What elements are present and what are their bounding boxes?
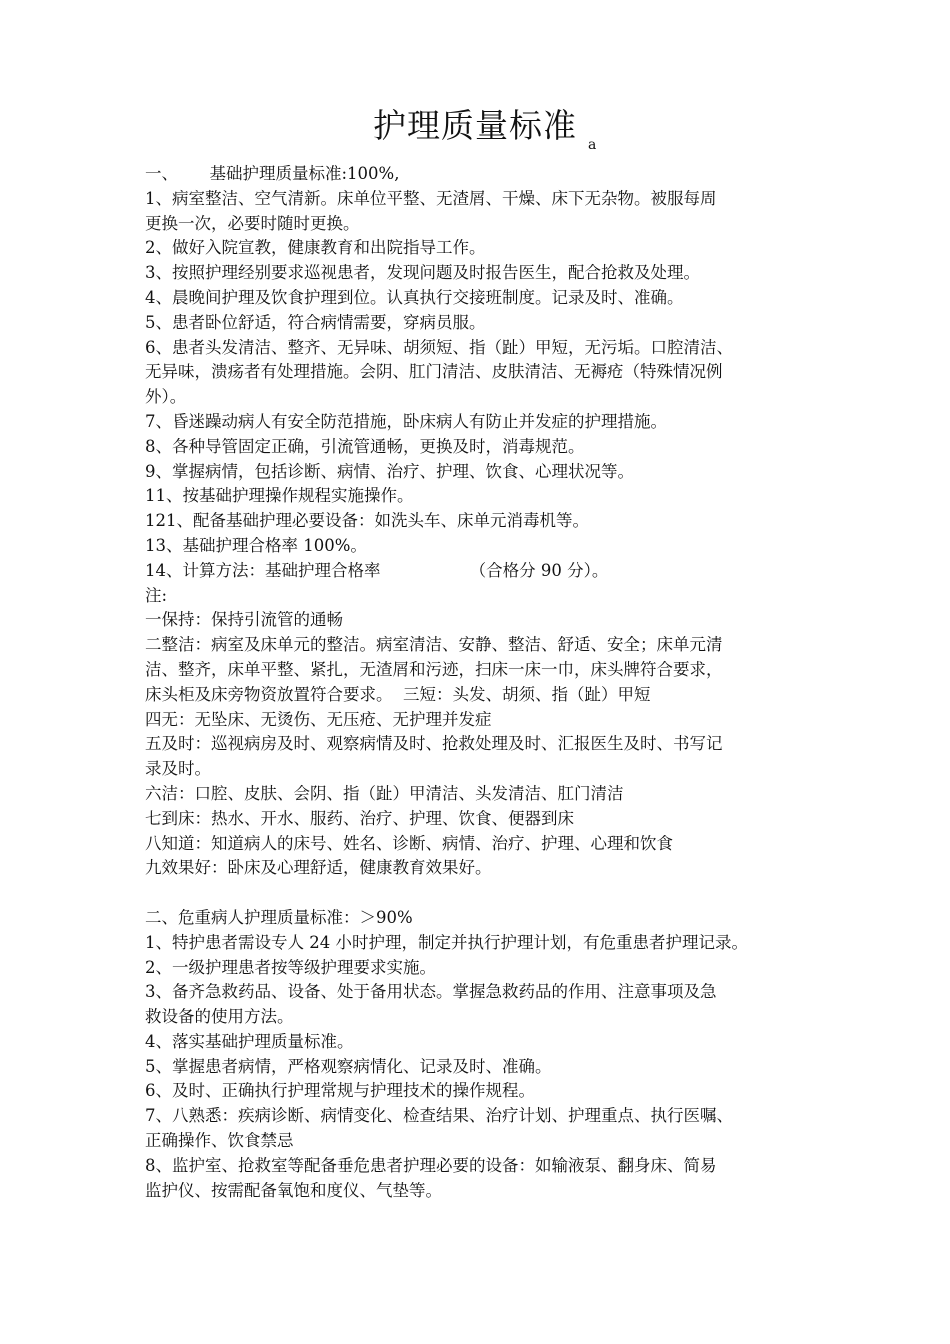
text-line: 1、特护患者需设专人 24 小时护理，制定并执行护理计划，有危重患者护理记录。 <box>145 932 748 952</box>
text-line: 7、昏迷躁动病人有安全防范措施，卧床病人有防止并发症的护理措施。 <box>145 411 667 431</box>
text-line: 5、患者卧位舒适，符合病情需要，穿病员服。 <box>145 312 486 332</box>
text-line: 一、 基础护理质量标准:100%, <box>145 164 400 183</box>
text-line: 七到床：热水、开水、服药、治疗、护理、饮食、便器到床 <box>145 808 574 828</box>
text-line: 1、病室整洁、空气清新。床单位平整、无渣屑、干燥、床下无杂物。被服每周 <box>145 188 717 208</box>
text-line: 8、各种导管固定正确，引流管通畅，更换及时，消毒规范。 <box>145 436 585 456</box>
text-line: 14、计算方法：基础护理合格率 （合格分 90 分）。 <box>145 560 609 580</box>
text-line: 3、按照护理经别要求巡视患者，发现问题及时报告医生，配合抢救及处理。 <box>145 263 700 283</box>
text-line: 一保持：保持引流管的通畅 <box>145 610 343 630</box>
text-line: 救设备的使用方法。 <box>145 1007 294 1027</box>
text-line: 7、八熟悉：疾病诊断、病情变化、检查结果、治疗计划、护理重点、执行医嘱、 <box>145 1106 733 1126</box>
document-body <box>145 162 810 1203</box>
text-line: 床头柜及床旁物资放置符合要求。 三短：头发、胡须、指（趾）甲短 <box>145 684 651 704</box>
text-line: 九效果好：卧床及心理舒适，健康教育效果好。 <box>145 858 492 878</box>
text-line: 四无：无坠床、无烫伤、无压疮、无护理并发症 <box>145 709 492 729</box>
title-area <box>0 104 950 148</box>
text-line: 3、备齐急救药品、设备、处于备用状态。掌握急救药品的作用、注意事项及急 <box>145 982 717 1002</box>
text-line: 六洁：口腔、皮肤、会阴、指（趾）甲清洁、头发清洁、肛门清洁 <box>145 783 624 803</box>
text-line: 4、晨晚间护理及饮食护理到位。认真执行交接班制度。记录及时、准确。 <box>145 287 684 307</box>
text-line: 二整洁：病室及床单元的整洁。病室清洁、安静、整洁、舒适、安全；床单元清 <box>145 635 723 655</box>
text-line: 9、掌握病情，包括诊断、病情、治疗、护理、饮食、心理状况等。 <box>145 461 634 481</box>
text-line: 二、危重病人护理质量标准：＞90% <box>145 907 413 927</box>
text-line: 更换一次，必要时随时更换。 <box>145 213 360 233</box>
text-line: 洁、整齐，床单平整、紧扎，无渣屑和污迹，扫床一床一巾，床头牌符合要求， <box>145 659 723 679</box>
title-mark: a <box>588 137 597 153</box>
text-line: 八知道：知道病人的床号、姓名、诊断、病情、治疗、护理、心理和饮食 <box>145 833 673 853</box>
text-line: 监护仪、按需配备氧饱和度仪、气垫等。 <box>145 1180 442 1200</box>
text-line: 2、一级护理患者按等级护理要求实施。 <box>145 957 436 977</box>
text-line: 2、做好入院宣教，健康教育和出院指导工作。 <box>145 238 486 258</box>
text-line: 外）。 <box>145 387 187 407</box>
text-line: 注: <box>145 585 168 605</box>
text-line: 11、按基础护理操作规程实施操作。 <box>145 486 414 506</box>
text-line: 6、及时、正确执行护理常规与护理技术的操作规程。 <box>145 1081 535 1101</box>
text-line: 5、掌握患者病情，严格观察病情化、记录及时、准确。 <box>145 1056 552 1076</box>
text-line: 五及时：巡视病房及时、观察病情及时、抢救处理及时、汇报医生及时、书写记 <box>145 734 723 754</box>
text-line: 无异味，溃疡者有处理措施。会阴、肛门清洁、皮肤清洁、无褥疮（特殊情况例 <box>145 362 723 382</box>
text-line: 4、落实基础护理质量标准。 <box>145 1031 354 1051</box>
text-line: 8、监护室、抢救室等配备垂危患者护理必要的设备：如输液泵、翻身床、简易 <box>145 1155 717 1175</box>
blank-line <box>145 881 810 906</box>
text-line: 录及时。 <box>145 759 211 779</box>
document-title: 护理质量标准 <box>373 106 577 145</box>
text-line: 6、患者头发清洁、整齐、无异味、胡须短、指（趾）甲短，无污垢。口腔清洁、 <box>145 337 733 357</box>
text-line: 正确操作、饮食禁忌 <box>145 1131 294 1151</box>
text-line: 121、配备基础护理必要设备：如洗头车、床单元消毒机等。 <box>145 511 589 531</box>
text-line: 13、基础护理合格率 100%。 <box>145 535 367 555</box>
